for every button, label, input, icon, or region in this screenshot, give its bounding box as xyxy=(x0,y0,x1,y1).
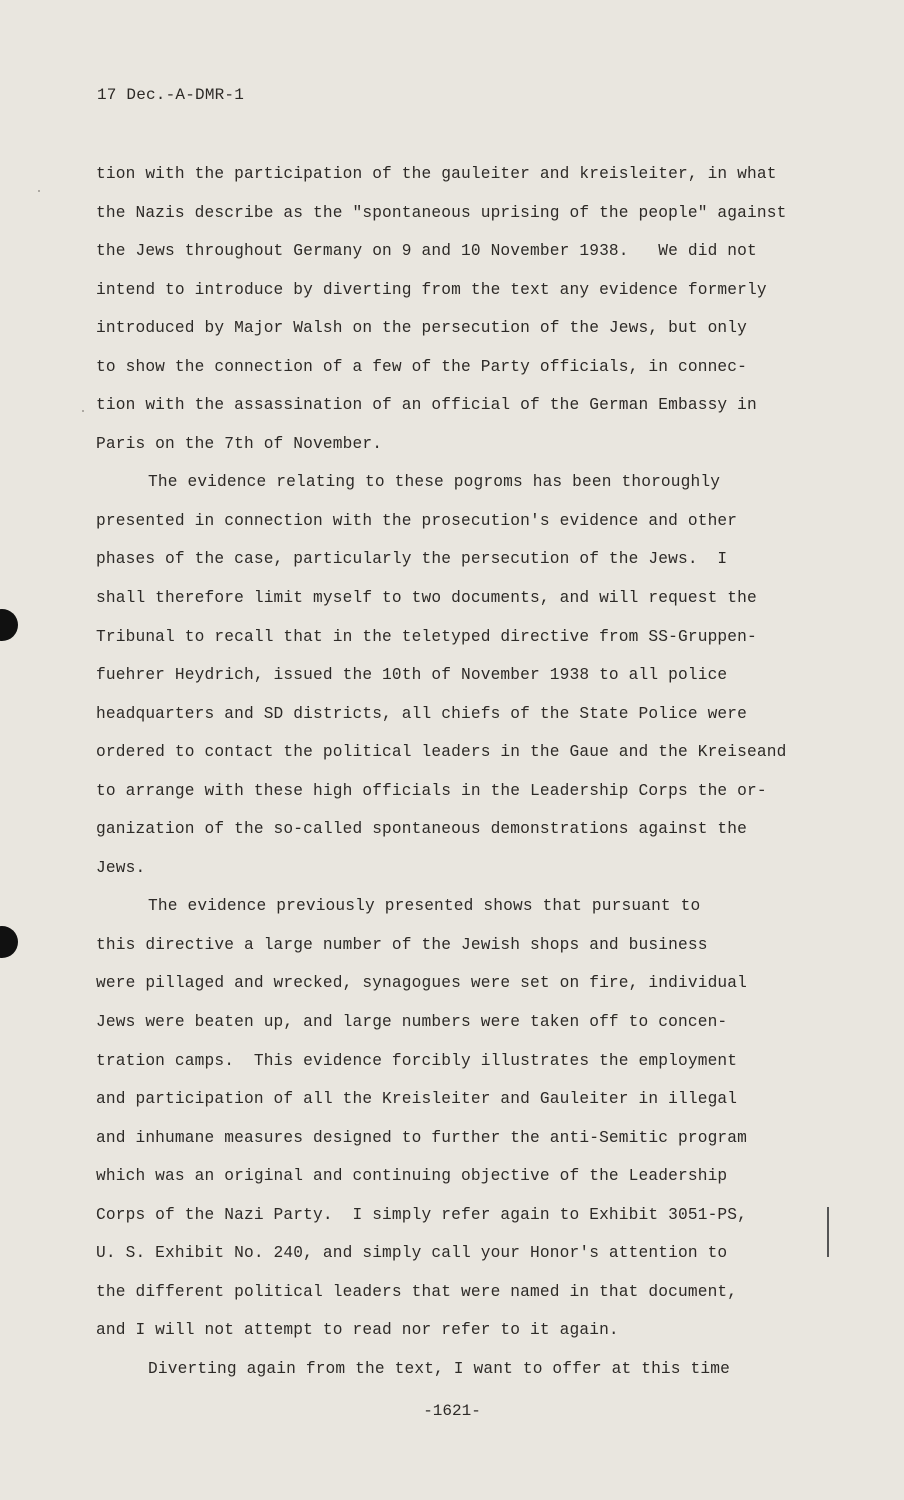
text-line: fuehrer Heydrich, issued the 10th of November 1938 to all police xyxy=(96,666,728,685)
text-line: this directive a large number of the Jewish shops and business xyxy=(96,935,708,954)
text-line: presented in connection with the prosecution's evidence and other xyxy=(96,511,738,530)
text-line: U. S. Exhibit No. 240, and simply call your Honor's attention to xyxy=(96,1244,728,1263)
text-line: the Jews throughout Germany on 9 and 10 November 1938. We did not xyxy=(96,242,757,261)
text-line: and inhumane measures designed to further the anti-Semitic program xyxy=(96,1128,748,1147)
paragraph-start-line: The evidence previously presented shows that pursuant to xyxy=(148,897,701,916)
paragraph-start-line: The evidence relating to these pogroms has been thoroughly xyxy=(148,473,721,492)
document-reference: 17 Dec.-A-DMR-1 xyxy=(97,86,245,104)
text-line: Corps of the Nazi Party. I simply refer again to Exhibit 3051-PS, xyxy=(96,1205,748,1224)
punch-hole-lower xyxy=(0,926,18,958)
text-line: the different political leaders that were named in that document, xyxy=(96,1282,738,1301)
text-line: to arrange with these high officials in the Leadership Corps the or- xyxy=(96,781,767,800)
text-line: tration camps. This evidence forcibly illustrates the employment xyxy=(96,1051,738,1070)
text-line: the Nazis describe as the "spontaneous uprising of the people" against xyxy=(96,203,787,222)
text-line: introduced by Major Walsh on the persecution of the Jews, but only xyxy=(96,319,748,338)
text-line: ganization of the so-called spontaneous demonstrations against the xyxy=(96,820,748,839)
paper-speck xyxy=(38,190,40,192)
paper-speck xyxy=(82,410,84,412)
text-line: tion with the participation of the gauleiter and kreisleiter, in what xyxy=(96,165,777,183)
text-line: ordered to contact the political leaders in the Gaue and the Kreiseand xyxy=(96,743,787,762)
text-line: intend to introduce by diverting from the text any evidence formerly xyxy=(96,280,767,299)
text-line: shall therefore limit myself to two documents, and will request the xyxy=(96,589,757,608)
text-line: phases of the case, particularly the persecution of the Jews. I xyxy=(96,550,728,569)
text-line: headquarters and SD districts, all chiefs of the State Police were xyxy=(96,704,748,723)
text-line: were pillaged and wrecked, synagogues were set on fire, individual xyxy=(96,974,748,993)
text-line: Tribunal to recall that in the teletyped directive from SS-Gruppen- xyxy=(96,627,757,646)
text-line: which was an original and continuing objective of the Leadership xyxy=(96,1167,728,1186)
text-line: and participation of all the Kreisleiter and Gauleiter in illegal xyxy=(96,1090,738,1109)
margin-mark xyxy=(827,1207,829,1257)
paragraph-start-line: Diverting again from the text, I want to offer at this time xyxy=(148,1359,730,1378)
text-line: and I will not attempt to read nor refer to it again. xyxy=(96,1321,619,1340)
transcript-body xyxy=(88,155,788,1389)
text-line: Jews. xyxy=(96,858,146,877)
text-line: to show the connection of a few of the Party officials, in connec- xyxy=(96,357,748,376)
page-number: -1621- xyxy=(423,1402,481,1420)
text-line: Jews were beaten up, and large numbers were taken off to concen- xyxy=(96,1013,728,1032)
text-line: tion with the assassination of an official of the German Embassy in xyxy=(96,396,757,415)
punch-hole-upper xyxy=(0,609,18,641)
text-line: Paris on the 7th of November. xyxy=(96,434,383,453)
